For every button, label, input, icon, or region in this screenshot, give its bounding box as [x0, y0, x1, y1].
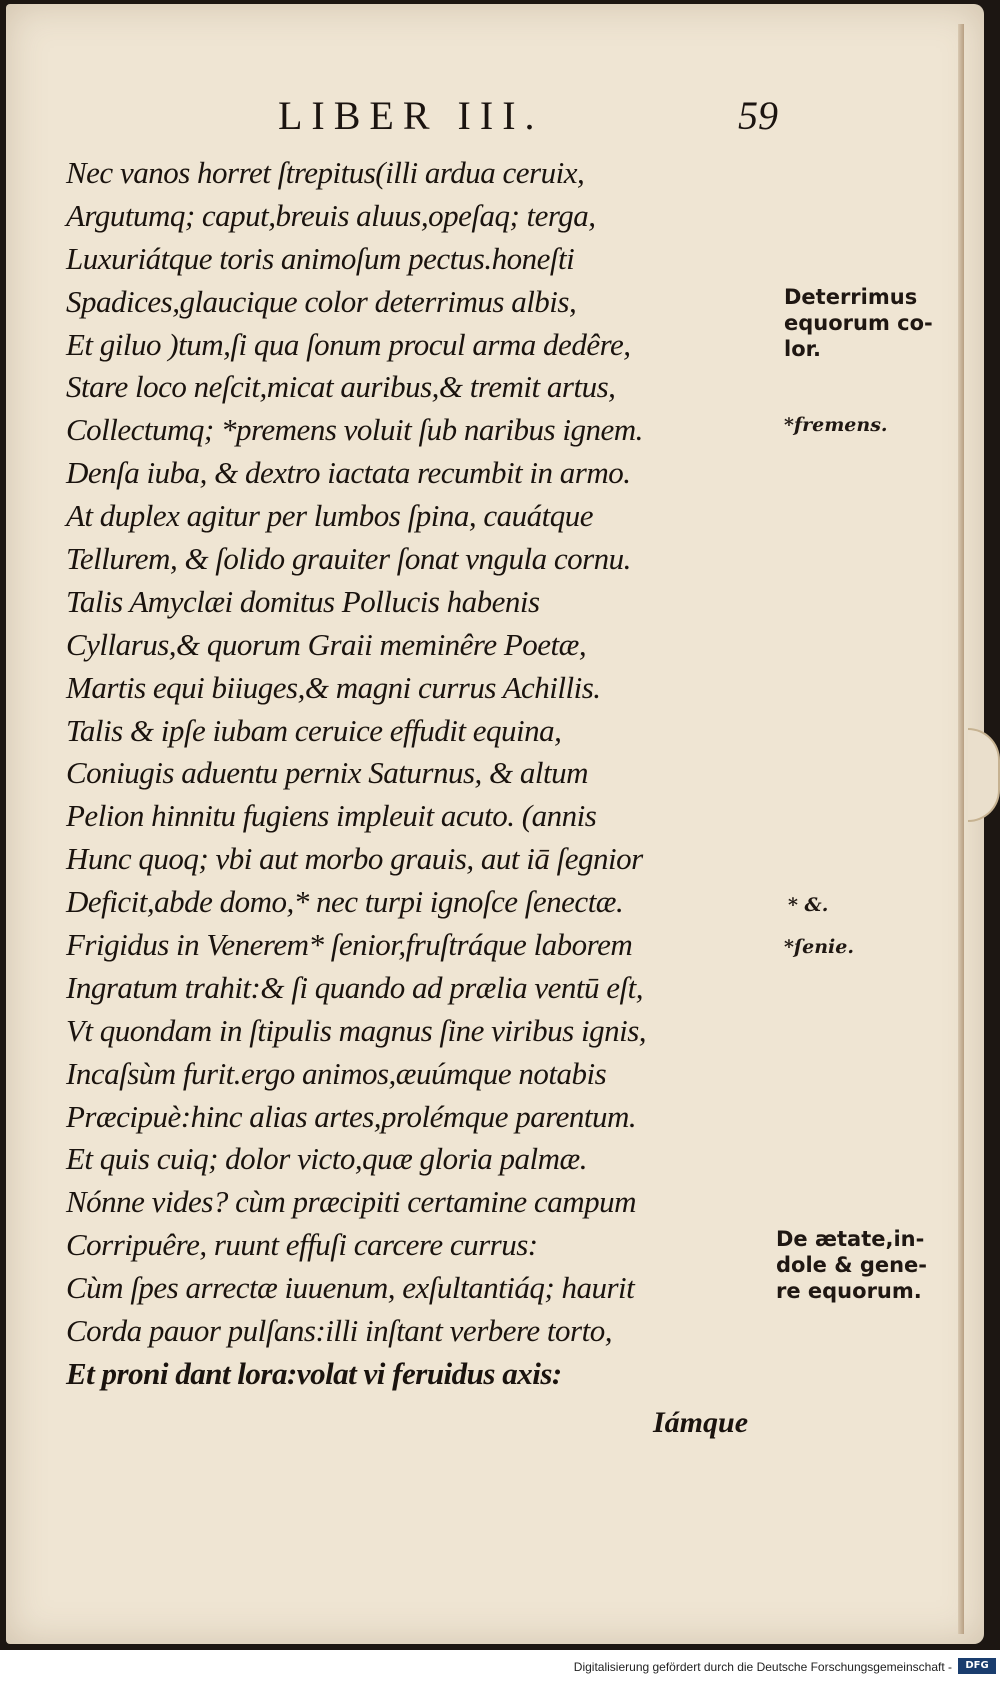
marginal-note-age — [776, 1226, 927, 1304]
verse-line: Denſa iuba, & dextro iactata recumbit in armo. — [66, 455, 631, 491]
marginal-note-line: De ætate,in- — [776, 1227, 925, 1251]
verse-line: Talis Amyclæi domitus Pollucis habenis — [66, 583, 540, 619]
marginal-note-line: Deterrimus — [784, 285, 918, 309]
marginal-note-senie: *ſenie. — [784, 936, 854, 958]
book-page — [6, 4, 984, 1644]
verse-line: Luxuriátque toris animoſum pectus.honeſti — [66, 240, 575, 276]
catchword: Iámque — [653, 1406, 749, 1439]
footer-bar — [0, 1650, 1000, 1682]
verse-line: Et giluo )tum,ſi qua ſonum procul arma dedêre, — [66, 326, 631, 362]
marginal-note-line: re equorum. — [776, 1279, 922, 1303]
verse-line: Pelion hinnitu fugiens impleuit acuto. (annis — [66, 798, 597, 834]
verse-line: Deficit,abde domo,* nec turpi ignoſce ſenectæ. — [66, 884, 624, 920]
dfg-logo: DFG — [958, 1658, 996, 1674]
verse-line: Corda pauor pulſans:illi inſtant verbere torto, — [66, 1313, 612, 1349]
verse-line: Vt quondam in ſtipulis magnus ſine viribus ignis, — [66, 1012, 647, 1048]
verse-line: Stare loco neſcit,micat auribus,& tremit artus, — [66, 369, 616, 405]
verse-line: Nec vanos horret ſtrepitus(illi ardua ceruix, — [66, 155, 585, 190]
verse-line: Argutumq; caput,breuis aluus,opeſaq; terga, — [66, 197, 596, 233]
marginal-note-line: dole & gene- — [776, 1253, 928, 1277]
verse-line: At duplex agitur per lumbos ſpina, cauátque — [66, 498, 593, 534]
verse-line: Incaſsùm furit.ergo animos,æuúmque notabis — [66, 1055, 607, 1091]
verse-line: Tellurem, & ſolido grauiter ſonat vngula cornu. — [66, 541, 631, 577]
verse-line: Frigidus in Venerem* ſenior,fruſtráque laborem — [66, 927, 633, 963]
marginal-note-line: equorum co- — [784, 311, 933, 335]
marginal-note-fremens: *fremens. — [784, 414, 888, 436]
verse-line: Corripuêre, ruunt effuſi carcere currus: — [66, 1227, 538, 1263]
verse-line: Collectumq; *premens voluit ſub naribus ignem. — [66, 412, 643, 448]
verse-line: Nónne vides? cùm præcipiti certamine campum — [66, 1184, 636, 1220]
running-head: LIBER III. — [278, 93, 544, 138]
verse-line: Cùm ſpes arrectæ iuuenum, exſultantiáq; haurit — [66, 1270, 635, 1306]
verse-block — [66, 152, 786, 1396]
verse-line: Præcipuè:hinc alias artes,prolémque parentum. — [66, 1098, 637, 1134]
page-tab-marker — [968, 728, 1000, 822]
verse-line: Talis & ipſe iubam ceruice effudit equina, — [66, 712, 562, 748]
verse-line: Ingratum trahit:& ſi quando ad prælia ventū eſt, — [66, 969, 644, 1005]
page-header — [6, 92, 984, 142]
marginal-note-line: lor. — [784, 337, 821, 361]
verse-line: Hunc quoq; vbi aut morbo grauis, aut iā ſegnior — [66, 841, 643, 877]
marginal-note-color — [784, 284, 933, 362]
page-number: 59 — [738, 93, 778, 138]
page-edge — [958, 24, 964, 1634]
verse-line: Spadices,glaucique color deterrimus albis, — [66, 283, 577, 319]
verse-line: Martis equi biiuges,& magni currus Achillis. — [66, 669, 601, 705]
verse-line: Coniugis aduentu pernix Saturnus, & altum — [66, 755, 588, 791]
funding-credit: Digitalisierung gefördert durch die Deutsche Forschungsgemeinschaft - — [573, 1660, 952, 1674]
verse-line: Et quis cuiq; dolor victo,quæ gloria palmæ. — [66, 1141, 587, 1177]
verse-line: Cyllarus,& quorum Graii meminêre Poetæ, — [66, 626, 587, 662]
verse-line: Et proni dant lora:volat vi feruidus axis: — [66, 1355, 562, 1391]
marginal-note-et: * &. — [788, 894, 829, 916]
